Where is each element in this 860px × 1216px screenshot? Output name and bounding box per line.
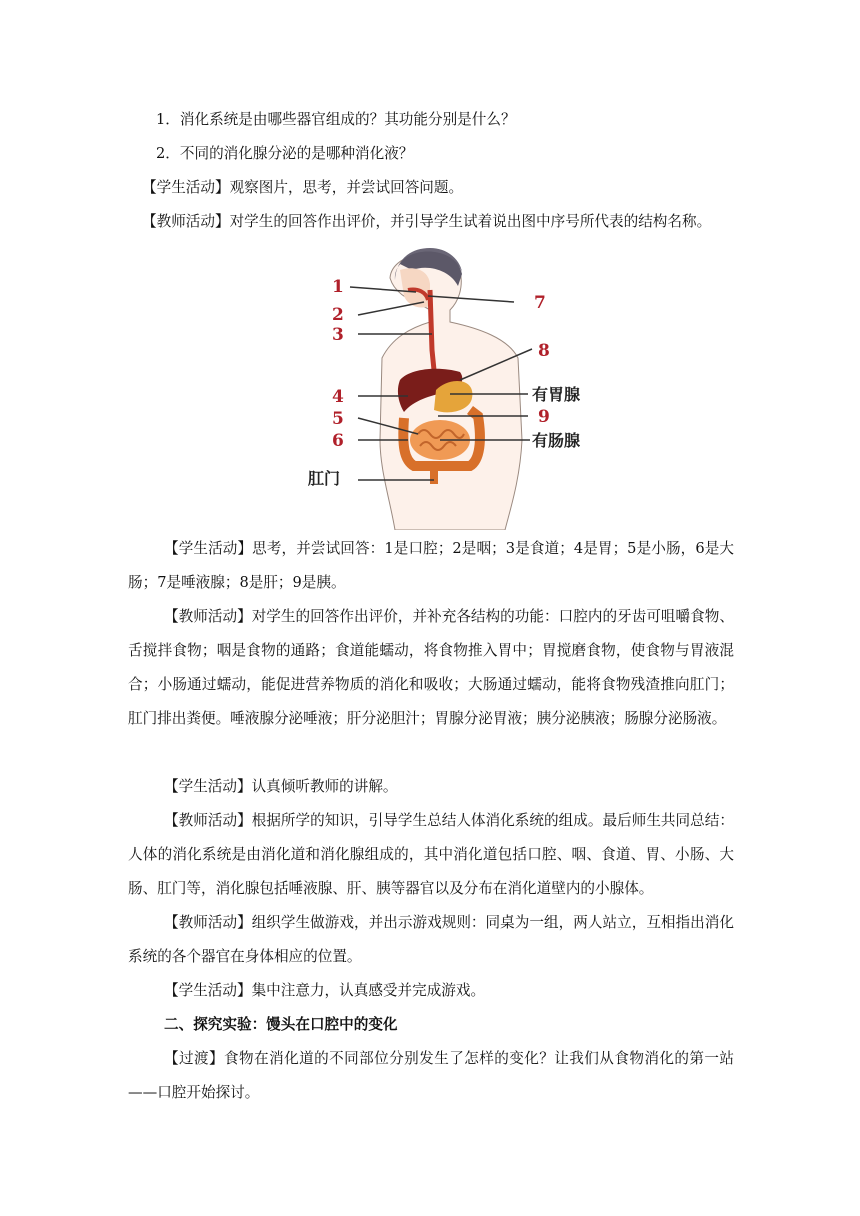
figure-number-7: 7: [534, 293, 546, 313]
figure-number-8: 8: [538, 341, 550, 361]
student-activity-1: 【学生活动】观察图片，思考，并尝试回答问题。: [142, 179, 464, 196]
label-intestinal-gland: 有肠腺: [532, 431, 581, 450]
label-stomach-gland: 有胃腺: [532, 385, 581, 404]
teacher-activity-4: 【教师活动】组织学生做游戏，并出示游戏规则：同桌为一组，两人站立，互相指出消化系统的各个器官在身体相应的位置。: [128, 914, 734, 965]
teacher-activity-3: 【教师活动】根据所学的知识，引导学生总结人体消化系统的组成。最后师生共同总结：人体的消化系统是由消化道和消化腺组成的，其中消化道包括口腔、咽、食道、胃、小肠、大肠、肛门等，消化腺包括唾液腺、肝、胰等器官以及分布在消化道壁内的小腺体。: [128, 812, 734, 897]
teacher-activity-2: 【教师活动】对学生的回答作出评价，并补充各结构的功能：口腔内的牙齿可咀嚼食物、舌搅拌食物；咽是食物的通路；食道能蠕动，将食物推入胃中；胃搅磨食物，使食物与胃液混合；小肠通过蠕动，能促进营养物质的消化和吸收；大肠通过蠕动，能将食物残渣推向肛门；肛门排出粪便。唾液腺分泌唾液；肝分泌胆汁；胃腺分泌胃液；胰分泌胰液；肠腺分泌肠液。: [128, 608, 734, 727]
question-2: 2．不同的消化腺分泌的是哪种消化液？: [156, 145, 414, 162]
figure-number-1: 1: [332, 277, 344, 297]
teacher-activity-1: 【教师活动】对学生的回答作出评价，并引导学生试着说出图中序号所代表的结构名称。: [142, 213, 712, 230]
student-activity-3: 【学生活动】认真倾听教师的讲解。: [164, 778, 398, 795]
question-1: 1．消化系统是由哪些器官组成的？其功能分别是什么？: [156, 111, 516, 128]
section-heading: 二、探究实验：馒头在口腔中的变化: [164, 1016, 398, 1033]
digestive-system-figure: [300, 240, 600, 530]
figure-number-2: 2: [332, 305, 344, 325]
figure-number-3: 3: [332, 325, 344, 345]
figure-number-6: 6: [332, 431, 344, 451]
figure-number-5: 5: [332, 409, 344, 429]
digestive-system-illustration: [300, 240, 600, 530]
student-activity-4: 【学生活动】集中注意力，认真感受并完成游戏。: [164, 982, 486, 999]
student-activity-2: 【学生活动】思考，并尝试回答：1是口腔；2是咽；3是食道；4是胃；5是小肠，6是大肠；7是唾液腺；8是肝；9是胰。: [128, 540, 734, 591]
transition-paragraph: 【过渡】食物在消化道的不同部位分别发生了怎样的变化？让我们从食物消化的第一站——口腔开始探讨。: [128, 1050, 734, 1101]
figure-number-9: 9: [538, 407, 550, 427]
figure-number-4: 4: [332, 387, 344, 407]
label-anus: 肛门: [308, 469, 341, 488]
